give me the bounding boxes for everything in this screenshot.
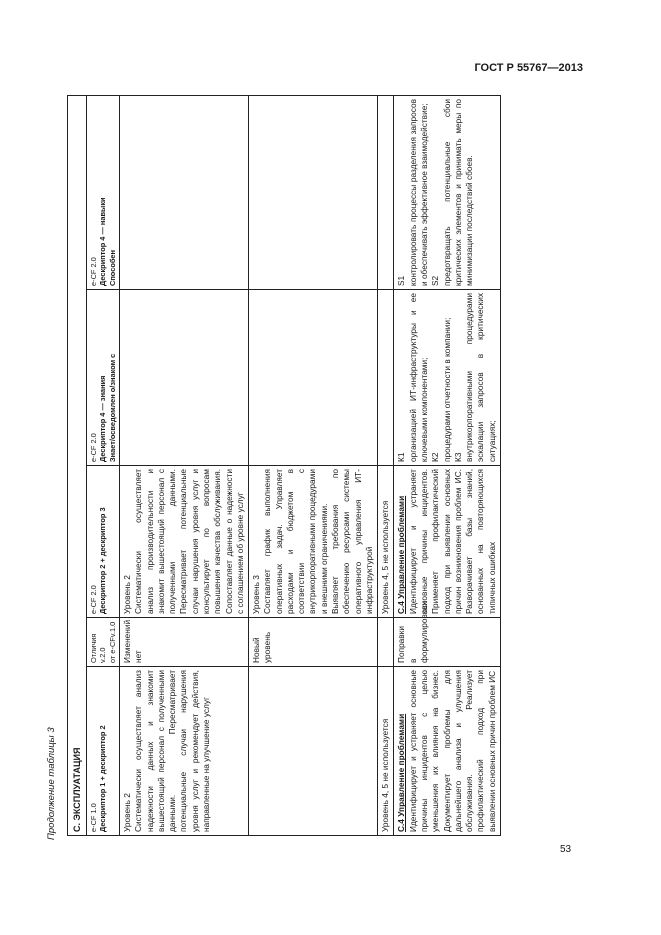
row3-col3: Уровень 4, 5 не используется	[378, 466, 394, 618]
rotated-table	[67, 96, 564, 836]
col5-line3: Способен	[107, 250, 117, 286]
col5-line1: e-CF 2.0	[89, 257, 99, 286]
row3-col4	[378, 290, 394, 466]
col4-line2: Дескриптор 4 — знания	[98, 375, 108, 462]
table-caption: Продолжение таблицы 3	[46, 727, 57, 840]
table-row	[119, 96, 248, 836]
row4-col3-body: Идентифицирует и устраняет основные причины инцидентов. Применяет профилактический подход при выявлении основных причин возникновения проблем ИС. Разворачивает базы знаний, основанных на повторяющихся типичных ошибках	[407, 469, 497, 614]
col3-line2: Дескриптор 2 + дескриптор 3	[98, 507, 108, 614]
row4-col2: Поправки в формулировках	[394, 618, 501, 667]
col1-line1: e-CF 1.0	[89, 803, 99, 832]
header-col2	[87, 618, 120, 667]
row2-col3: Уровень 3 Составляет график выполнения оперативных задач. Управляет расходами и бюджетом в соответствии с внутрикорпоративными процедурами и внешними ограничениями. Выявляет требования по обеспечению ресурсами системы оперативного управления ИТ-инфраструктурой	[249, 466, 378, 618]
row4-col3-title: С.4 Управление проблемами	[396, 495, 407, 614]
header-col3	[87, 466, 120, 618]
row3-col2	[378, 618, 394, 667]
header-col5	[87, 96, 120, 290]
row4-col5: S1 контролировать процессы разделения запросов и обеспечивать эффективное взаимодействие; S2 предотвращать потенциальные сбои критических элементов и принимать меры по минимизации последствий сбоев.	[394, 96, 501, 290]
row3-col5	[378, 96, 394, 290]
table-row	[249, 96, 378, 836]
row2-col5	[249, 96, 378, 290]
row4-col1-title: С.4 Управление проблемами	[396, 713, 407, 832]
table-row	[378, 96, 394, 836]
page-number: 53	[560, 844, 572, 855]
competence-table	[67, 95, 501, 836]
col1-line2: Дескриптор 1 + дескриптор 2	[98, 725, 108, 832]
row1-col5	[119, 96, 248, 290]
col2-line2: от e-CFv.1.0	[107, 621, 117, 663]
row2-col1	[249, 667, 378, 836]
header-col4	[87, 290, 120, 466]
standard-code: ГОСТ Р 55767—2013	[474, 62, 583, 74]
row1-col1: Уровень 2 Систематически осуществляет анализ надежности данных и знакомит вышестоящий персонал с полученными данными. Пересматривает потенциальные случаи нарушения уровня услуг и рекомендует действия, направленные на улучшение услуг	[119, 667, 248, 836]
col4-line1: e-CF 2.0	[89, 433, 99, 462]
row4-col1-body: Идентифицирует и устраняет основные причины инцидентов с целью уменьшения их влияния на бизнес. Документирует проблемы для дальнейшего анализа и улучшения обслуживания. Реализует профилактический подход при выявлении основных причин проблем ИС	[407, 670, 497, 832]
section-title: С. ЭКСПЛУАТАЦИЯ	[68, 96, 87, 836]
header-col1	[87, 667, 120, 836]
row1-col3: Уровень 2 Систематически осуществляет анализ производительности и знакомит вышестоящий персонал с полученными данными. Пересматривает потенциальные случаи нарушения уровня услуг и консультирует по вопросам повышения качества обслуживания. Сопоставляет данные о надежности с соглашением об уровне услуг	[119, 466, 248, 618]
row4-col3	[394, 466, 501, 618]
row1-col2: Изменений нет	[119, 618, 248, 667]
col2-line1: Отличия v.2.0	[89, 633, 108, 663]
header-row	[87, 96, 120, 836]
row2-col2: Новый уровень	[249, 618, 378, 667]
row1-col4	[119, 290, 248, 466]
row2-col4	[249, 290, 378, 466]
col3-line1: e-CF 2.0	[89, 585, 99, 614]
table-row	[394, 96, 501, 836]
col4-line3: Знает/осведомлен о/знаком с	[107, 353, 117, 462]
row3-col1: Уровень 4, 5 не используется	[378, 667, 394, 836]
row4-col4: К1 организацией ИТ-инфраструктуры и ее ключевыми компонентами; К2 процедурами отчетности в компании; К3 внутрикорпоративными процедурами эскалации запросов в критических ситуациях;	[394, 290, 501, 466]
col5-line2: Дескриптор 4 — навыки	[98, 197, 108, 286]
row4-col1	[394, 667, 501, 836]
